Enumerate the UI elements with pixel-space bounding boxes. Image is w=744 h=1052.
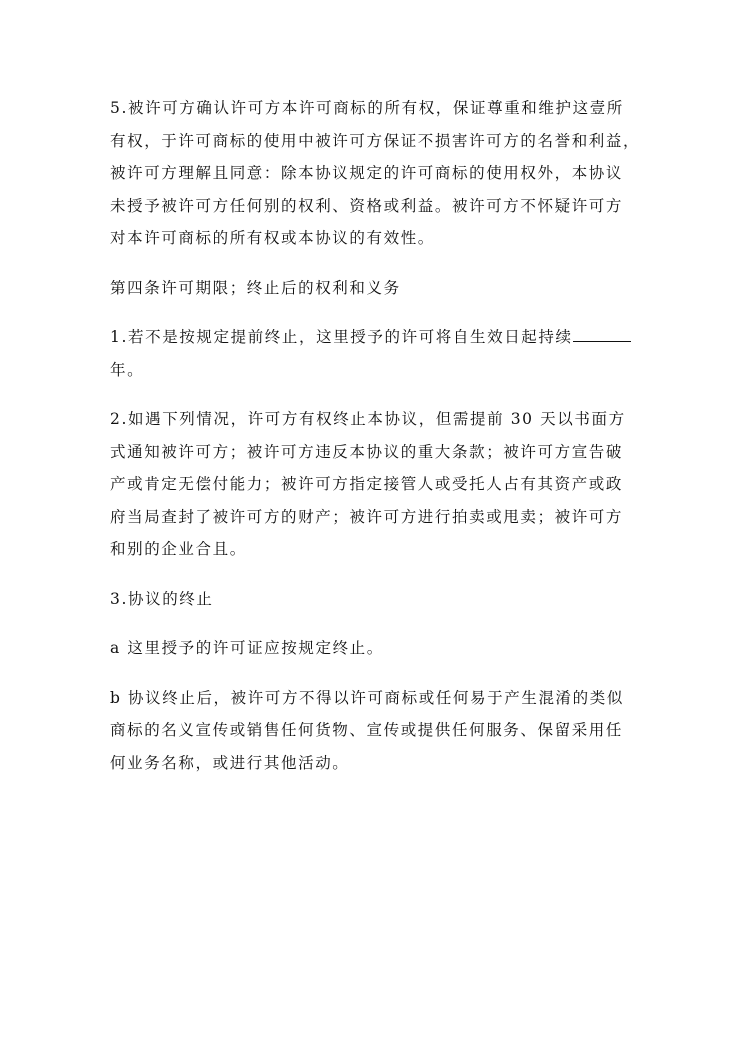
document-page <box>110 92 641 796</box>
term-text: 1.若不是按规定提前终止，这里授予的许可将自生效日起持续 <box>110 328 573 346</box>
heading-text: 第四条许可期限；终止后的权利和义务 <box>110 278 401 297</box>
text-line: b 协议终止后，被许可方不得以许可商标或任何易于产生混淆的类似 <box>110 688 624 707</box>
article-4-heading <box>110 272 638 305</box>
paragraph-2-termination-conditions <box>110 403 638 566</box>
term-years-blank <box>573 325 631 342</box>
text-line: 产或肯定无偿付能力；被许可方指定接管人或受托人占有其资产或政 <box>110 475 624 493</box>
text-line: 被许可方理解且同意：除本协议规定的许可商标的使用权外，本协议 <box>110 164 624 182</box>
text-line: 2.如遇下列情况，许可方有权终止本协议，但需提前 30 天以书面方 <box>110 410 626 428</box>
text-line: 府当局查封了被许可方的财产；被许可方进行拍卖或甩卖；被许可方 <box>110 507 624 526</box>
text-line: 对本许可商标的所有权或本协议的有效性。 <box>110 229 435 247</box>
clause-b <box>110 682 638 780</box>
text-line: 未授予被许可方任何别的权利、资格或利益。被许可方不怀疑许可方 <box>110 196 624 215</box>
text-line: 5.被许可方确认许可方本许可商标的所有权，保证尊重和维护这壹所 <box>110 99 624 117</box>
paragraph-1-license-term <box>110 321 638 386</box>
text-line: 年。 <box>110 360 145 379</box>
clause-a <box>110 632 638 665</box>
text-line: 商标的名义宣传或销售任何货物、宣传或提供任何服务、保留采用任 <box>110 721 624 739</box>
text-line: 和别的企业合且。 <box>110 540 247 558</box>
text-line: 有权，于许可商标的使用中被许可方保证不损害许可方的名誉和利益， <box>110 131 641 150</box>
text-line <box>110 321 638 354</box>
paragraph-5-trademark-ownership <box>110 92 641 255</box>
text-line: a 这里授予的许可证应按规定终止。 <box>110 639 384 657</box>
paragraph-3-termination-heading <box>110 583 638 616</box>
text-line: 何业务名称，或进行其他活动。 <box>110 753 350 772</box>
text-line: 3.协议的终止 <box>110 589 214 608</box>
text-line: 式通知被许可方；被许可方违反本协议的重大条款；被许可方宣告破 <box>110 442 624 461</box>
